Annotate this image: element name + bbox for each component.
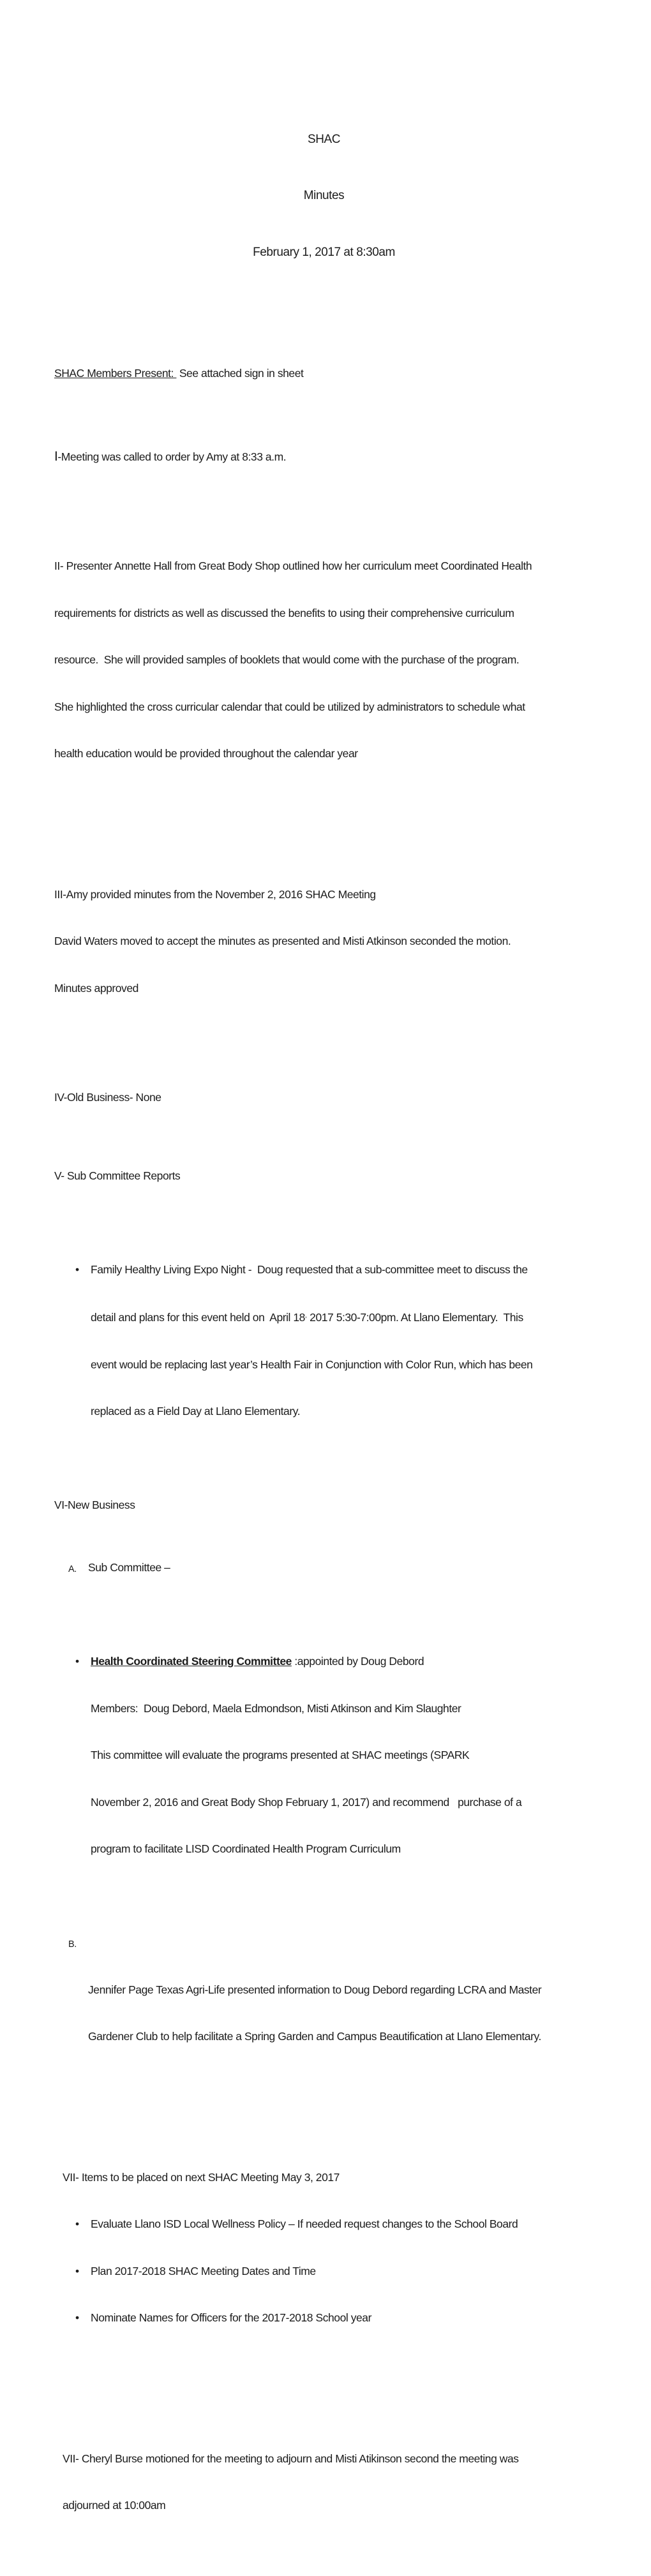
text-line: Members: Doug Debord, Maela Edmondson, Misti Atkinson and Kim Slaughter [91,1701,461,1715]
superscript-comma: , [304,1312,307,1319]
bullet-icon: • [75,2264,79,2277]
minutes-approval-paragraph [54,855,594,1028]
members-present-label: SHAC Members Present: [54,366,177,380]
list-marker-a: A. [68,1564,77,1574]
text-line: Gardener Club to help facilitate a Spring Garden and Campus Beautification at Llano Elementary. [88,2030,541,2043]
text-line [75,1262,594,1278]
text-line: replaced as a Field Day at Llano Elementary. [91,1405,301,1418]
next-meeting-heading: VII- Items to be placed on next SHAC Meeting May 3, 2017 [63,2170,340,2184]
next-meeting-bullet [63,2310,594,2326]
text-line: requirements for districts as well as discussed the benefits to using their comprehensive curriculum [54,606,514,619]
presenter-paragraph [54,527,594,793]
text-line: adjourned at 10:00am [63,2499,166,2512]
expo-night-bullet [54,1231,594,1451]
document-title [54,93,594,300]
steering-committee-bullet [54,1622,594,1888]
expo-line-2-pre: detail and plans for this event held on April 18 [91,1311,305,1324]
title-org: SHAC [308,132,340,146]
bullet-icon: • [75,2217,79,2230]
bullet-icon: • [75,1655,79,1668]
next-meeting-bullet [63,2216,594,2232]
list-item-b [54,1935,594,2076]
next-meeting-bullet-text: Evaluate Llano ISD Local Wellness Policy – If needed request changes to the School Board [91,2217,518,2230]
call-to-order-text: -Meeting was called to order by Amy at 8:33 a.m. [57,450,287,463]
members-present-value: See attached sign in sheet [176,366,304,380]
bullet-icon: • [75,2311,79,2324]
list-item-a-text: Sub Committee – [88,1561,170,1574]
steering-committee-suffix: :appointed by Doug Debord [291,1655,424,1668]
text-line: event would be replacing last year’s Health Fair in Conjunction with Color Run, which has been [91,1358,533,1371]
text-line: She highlighted the cross curricular calendar that could be utilized by administrators to schedule what [54,700,525,713]
title-doc-type: Minutes [303,189,345,202]
text-line: VII- Cheryl Burse motioned for the meeting to adjourn and Misti Atikinson second the meeting was [63,2452,519,2465]
text-line: Jennifer Page Texas Agri-Life presented information to Doug Debord regarding LCRA and Master [88,1983,542,1996]
next-meeting-bullet [63,2263,594,2279]
next-meeting-bullet-text: Nominate Names for Officers for the 2017-2018 School year [91,2311,371,2324]
call-to-order-line [54,449,594,465]
sub-committee-reports-heading: V- Sub Committee Reports [54,1169,181,1182]
text-line: II- Presenter Annette Hall from Great Body Shop outlined how her curriculum meet Coordinated Health [54,559,532,572]
title-datetime: February 1, 2017 at 8:30am [253,245,395,259]
text-line: health education would be provided throughout the calendar year [54,747,358,760]
adjournment-paragraph [63,2420,594,2545]
steering-committee-title: Health Coordinated Steering Committee [91,1655,292,1668]
list-item-a [54,1560,594,1576]
expo-line-2-post: 2017 5:30-7:00pm. At Llano Elementary. This [306,1311,523,1324]
roman-numeral-one: I [54,448,58,464]
text-line: David Waters moved to accept the minutes as presented and Misti Atkinson seconded the motion. [54,935,511,947]
text-line: resource. She will provided samples of booklets that would come with the purchase of the program. [54,653,520,666]
bullet-icon: • [75,1262,79,1276]
text-line: November 2, 2016 and Great Body Shop February 1, 2017) and recommend purchase of a [91,1795,522,1809]
text-line: This committee will evaluate the programs presented at SHAC meetings (SPARK [91,1749,470,1761]
members-present-line [54,366,594,381]
list-marker-b: B. [68,1939,77,1950]
text-line [75,1654,594,1669]
text-line [91,1308,594,1326]
text-line: Minutes approved [54,981,138,995]
old-business-line: IV-Old Business- None [54,1091,161,1104]
next-meeting-section [63,2138,594,2357]
expo-line-1: Family Healthy Living Expo Night - Doug requested that a sub-committee meet to discuss the [91,1262,528,1276]
text-line: III-Amy provided minutes from the November 2, 2016 SHAC Meeting [54,887,376,901]
new-business-heading: VI-New Business [54,1499,135,1511]
text-line: program to facilitate LISD Coordinated Health Program Curriculum [91,1842,401,1855]
next-meeting-bullet-text: Plan 2017-2018 SHAC Meeting Dates and Time [91,2264,316,2277]
